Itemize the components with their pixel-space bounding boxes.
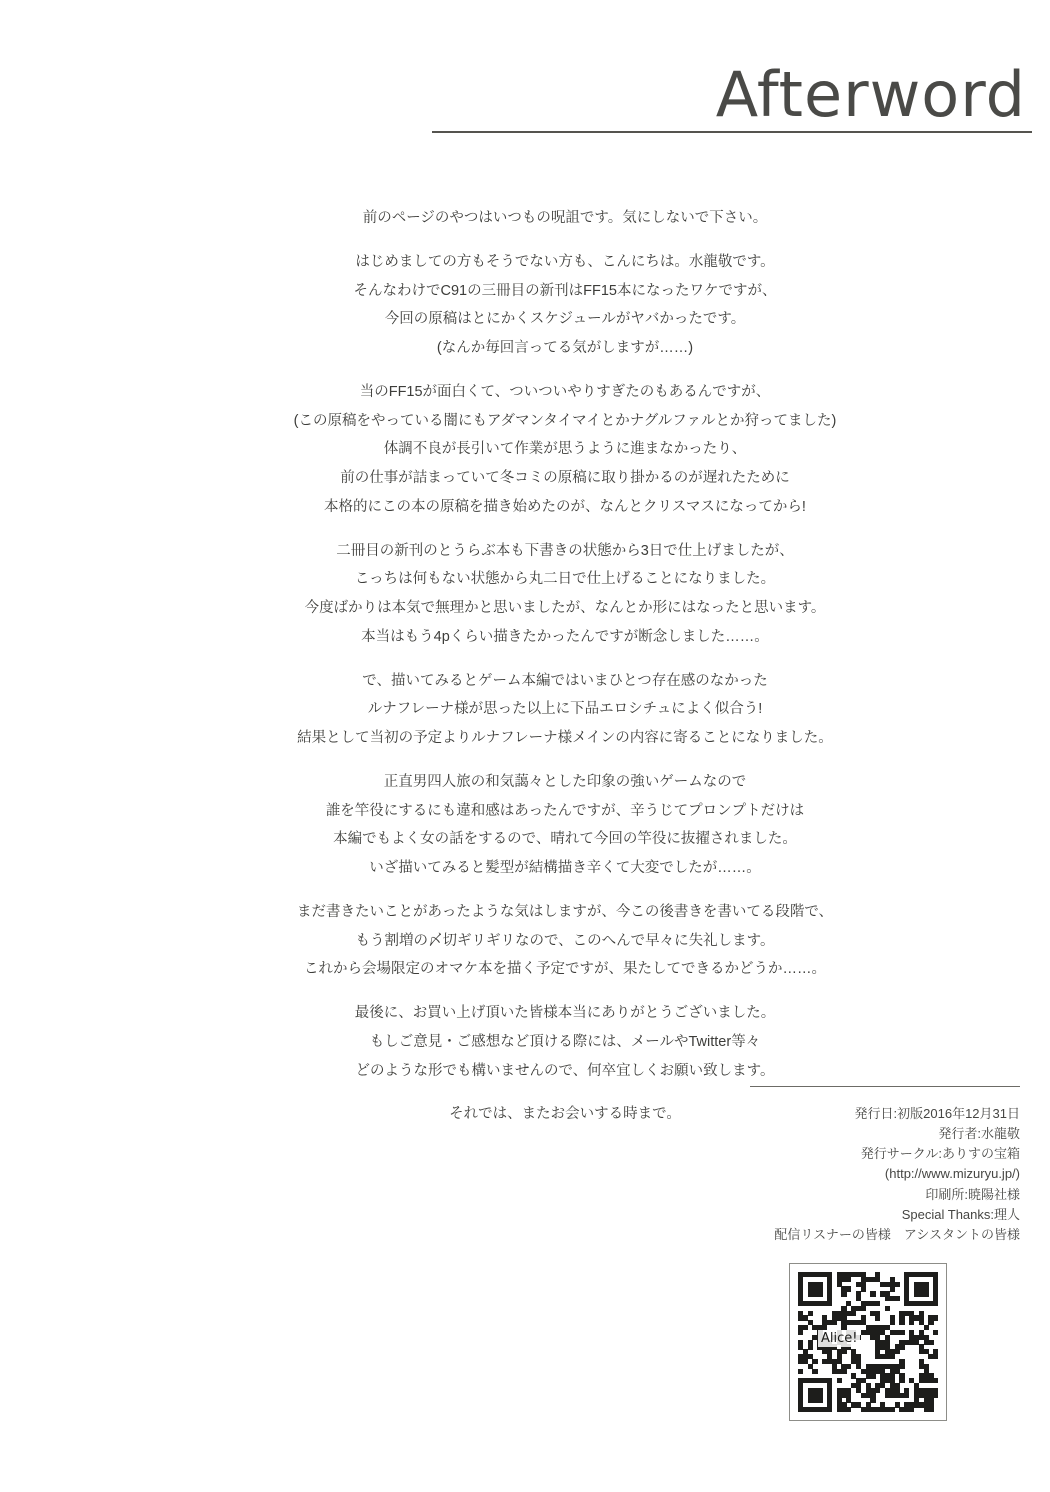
qr-code — [789, 1263, 947, 1421]
text-line: 前のページのやつはいつもの呪詛です。気にしないで下さい。 — [362, 210, 768, 226]
text-line: 本格的にこの本の原稿を描き始めたのが、なんとクリスマスになってから! — [324, 498, 806, 515]
colophon-author: 発行者:水龍敬 — [938, 1126, 1020, 1142]
colophon-special-thanks: Special Thanks:理人 — [901, 1206, 1020, 1222]
colophon-printer: 印刷所:暁陽社様 — [925, 1186, 1020, 1202]
text-line: 前の仕事が詰まっていて冬コミの原稿に取り掛かるのが遅れたために — [340, 470, 790, 486]
qr-code-label: Alice! — [818, 1330, 860, 1347]
text-line: (この原稿をやっている闇にもアダマンタイマイとかナグルファルとか狩ってました) — [293, 412, 837, 429]
text-line: 二冊目の新刊のとうらぶ本も下書きの状態から3日で仕上げましたが、 — [336, 542, 794, 559]
text-line: 正直男四人旅の和気藹々とした印象の強いゲームなので — [383, 773, 747, 790]
text-line: もう割増の〆切ギリギリなので、このへんで早々に失礼します。 — [355, 932, 775, 949]
colophon-website: (http://www.mizuryu.jp/) — [884, 1166, 1020, 1182]
text-line: それでは、またお会いする時まで。 — [449, 1106, 681, 1123]
text-line: そんなわけでC91の三冊目の新刊はFF15本になったワケですが、 — [353, 282, 777, 299]
paragraph-intro-note — [170, 208, 960, 230]
paragraph-closing-work — [170, 902, 960, 981]
paragraph-luna — [170, 671, 960, 750]
text-line: どのような形でも構いませんので、何卒宜しくお願い致します。 — [355, 1062, 775, 1079]
text-line: 最後に、お買い上げ頂いた皆様本当にありがとうございました。 — [354, 1005, 776, 1021]
colophon-divider — [750, 1086, 1020, 1087]
text-line: はじめましての方もそうでない方も、こんにちは。水龍敬です。 — [355, 253, 775, 270]
text-line: これから会場限定のオマケ本を描く予定ですが、果たしてできるかどうか……。 — [304, 961, 826, 978]
text-line: こっちは何もない状態から丸二日で仕上げることになりました。 — [354, 571, 776, 588]
text-line: まだ書きたいことがあったような気はしますが、今この後書きを書いてる段階で、 — [296, 903, 834, 920]
text-line: もしご意見・ご感想など頂ける際には、メールやTwitter等々 — [369, 1033, 761, 1050]
paragraph-prompto — [170, 772, 960, 880]
text-line: いざ描いてみると髪型が結構描き辛くて大変でしたが……。 — [369, 860, 761, 876]
colophon — [460, 1104, 1020, 1245]
colophon-credits: 配信リスナーの皆様 アシスタントの皆様 — [774, 1226, 1020, 1242]
paragraph-greeting — [170, 252, 960, 360]
colophon-circle: 発行サークル:ありすの宝箱 — [860, 1146, 1020, 1162]
text-line: 今度ばかりは本気で無理かと思いましたが、なんとか形にはなったと思います。 — [304, 600, 826, 616]
text-line: 結果として当初の予定よりルナフレーナ様メインの内容に寄ることになりました。 — [297, 730, 833, 746]
text-line: 当のFF15が面白くて、ついついやりすぎたのもあるんですが、 — [359, 383, 771, 400]
text-line: 本編でもよく女の話をするので、晴れて今回の竿役に抜擢されました。 — [333, 831, 797, 848]
paragraph-production — [170, 541, 960, 649]
colophon-publish-date: 発行日:初版2016年12月31日 — [854, 1106, 1020, 1121]
text-line: 体調不良が長引いて作業が思うように進まなかったり、 — [383, 441, 747, 458]
page-title-block — [432, 58, 1032, 133]
text-line: 本当はもう4pくらい描きたかったんですが断念しました……。 — [361, 628, 769, 645]
page-title: Afterword — [715, 58, 1026, 131]
afterword-body — [170, 208, 960, 1133]
text-line: で、描いてみるとゲーム本編ではいまひとつ存在感のなかった — [362, 672, 768, 689]
text-line: 誰を竿役にするにも違和感はあったんですが、辛うじてプロンプトだけは — [325, 802, 805, 819]
text-line: (なんか毎回言ってる気がしますが……) — [436, 340, 694, 356]
paragraph-thanks — [170, 1003, 960, 1082]
paragraph-schedule — [170, 382, 960, 519]
title-underline — [432, 131, 1032, 133]
text-line: 今回の原稿はとにかくスケジュールがヤバかったです。 — [384, 311, 746, 328]
text-line: ルナフレーナ様が思った以上に下品エロシチュによく似合う! — [367, 701, 763, 718]
